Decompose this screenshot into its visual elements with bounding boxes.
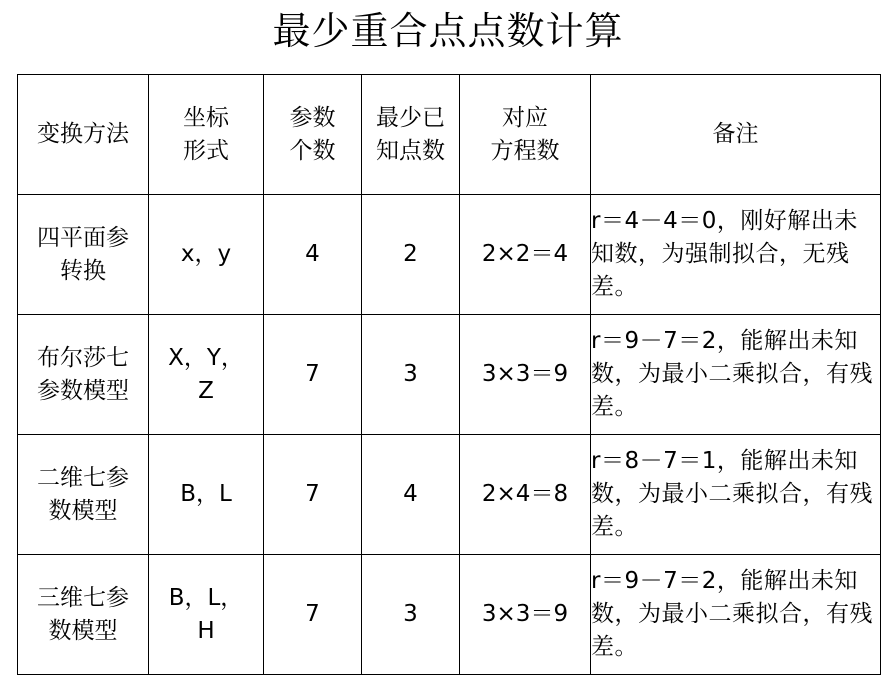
cell-equation-count: 2×2＝4	[460, 195, 591, 315]
cell-method: 二维七参 数模型	[18, 435, 149, 555]
header-param-count: 参数 个数	[264, 75, 362, 195]
table-header-row	[18, 75, 881, 195]
header-equation-count: 对应 方程数	[460, 75, 591, 195]
cell-equation-count: 3×3＝9	[460, 555, 591, 675]
cell-method: 布尔莎七 参数模型	[18, 315, 149, 435]
cell-param-count: 4	[264, 195, 362, 315]
header-method: 变换方法	[18, 75, 149, 195]
cell-remark: r＝8－7＝1，能解出未知数，为最小二乘拟合，有残差。	[591, 435, 881, 555]
cell-min-known-points: 3	[362, 315, 460, 435]
cell-min-known-points: 3	[362, 555, 460, 675]
cell-min-known-points: 2	[362, 195, 460, 315]
table-row	[18, 315, 881, 435]
table-row	[18, 435, 881, 555]
cell-method: 四平面参 转换	[18, 195, 149, 315]
cell-coord-form: X，Y， Z	[149, 315, 264, 435]
header-coord-form: 坐标 形式	[149, 75, 264, 195]
header-min-known-points: 最少已 知点数	[362, 75, 460, 195]
cell-method: 三维七参 数模型	[18, 555, 149, 675]
table-row	[18, 195, 881, 315]
cell-coord-form: B，L， H	[149, 555, 264, 675]
cell-min-known-points: 4	[362, 435, 460, 555]
header-remark: 备注	[591, 75, 881, 195]
cell-remark: r＝9－7＝2，能解出未知数，为最小二乘拟合，有残差。	[591, 315, 881, 435]
cell-equation-count: 3×3＝9	[460, 315, 591, 435]
cell-param-count: 7	[264, 555, 362, 675]
cell-remark: r＝4－4＝0，刚好解出未知数，为强制拟合，无残差。	[591, 195, 881, 315]
cell-param-count: 7	[264, 315, 362, 435]
page-title: 最少重合点点数计算	[272, 9, 624, 53]
cell-remark: r＝9－7＝2，能解出未知数，为最小二乘拟合，有残差。	[591, 555, 881, 675]
coincident-points-table	[17, 74, 881, 675]
cell-param-count: 7	[264, 435, 362, 555]
cell-coord-form: B，L	[149, 435, 264, 555]
cell-coord-form: x，y	[149, 195, 264, 315]
table-row	[18, 555, 881, 675]
cell-equation-count: 2×4＝8	[460, 435, 591, 555]
